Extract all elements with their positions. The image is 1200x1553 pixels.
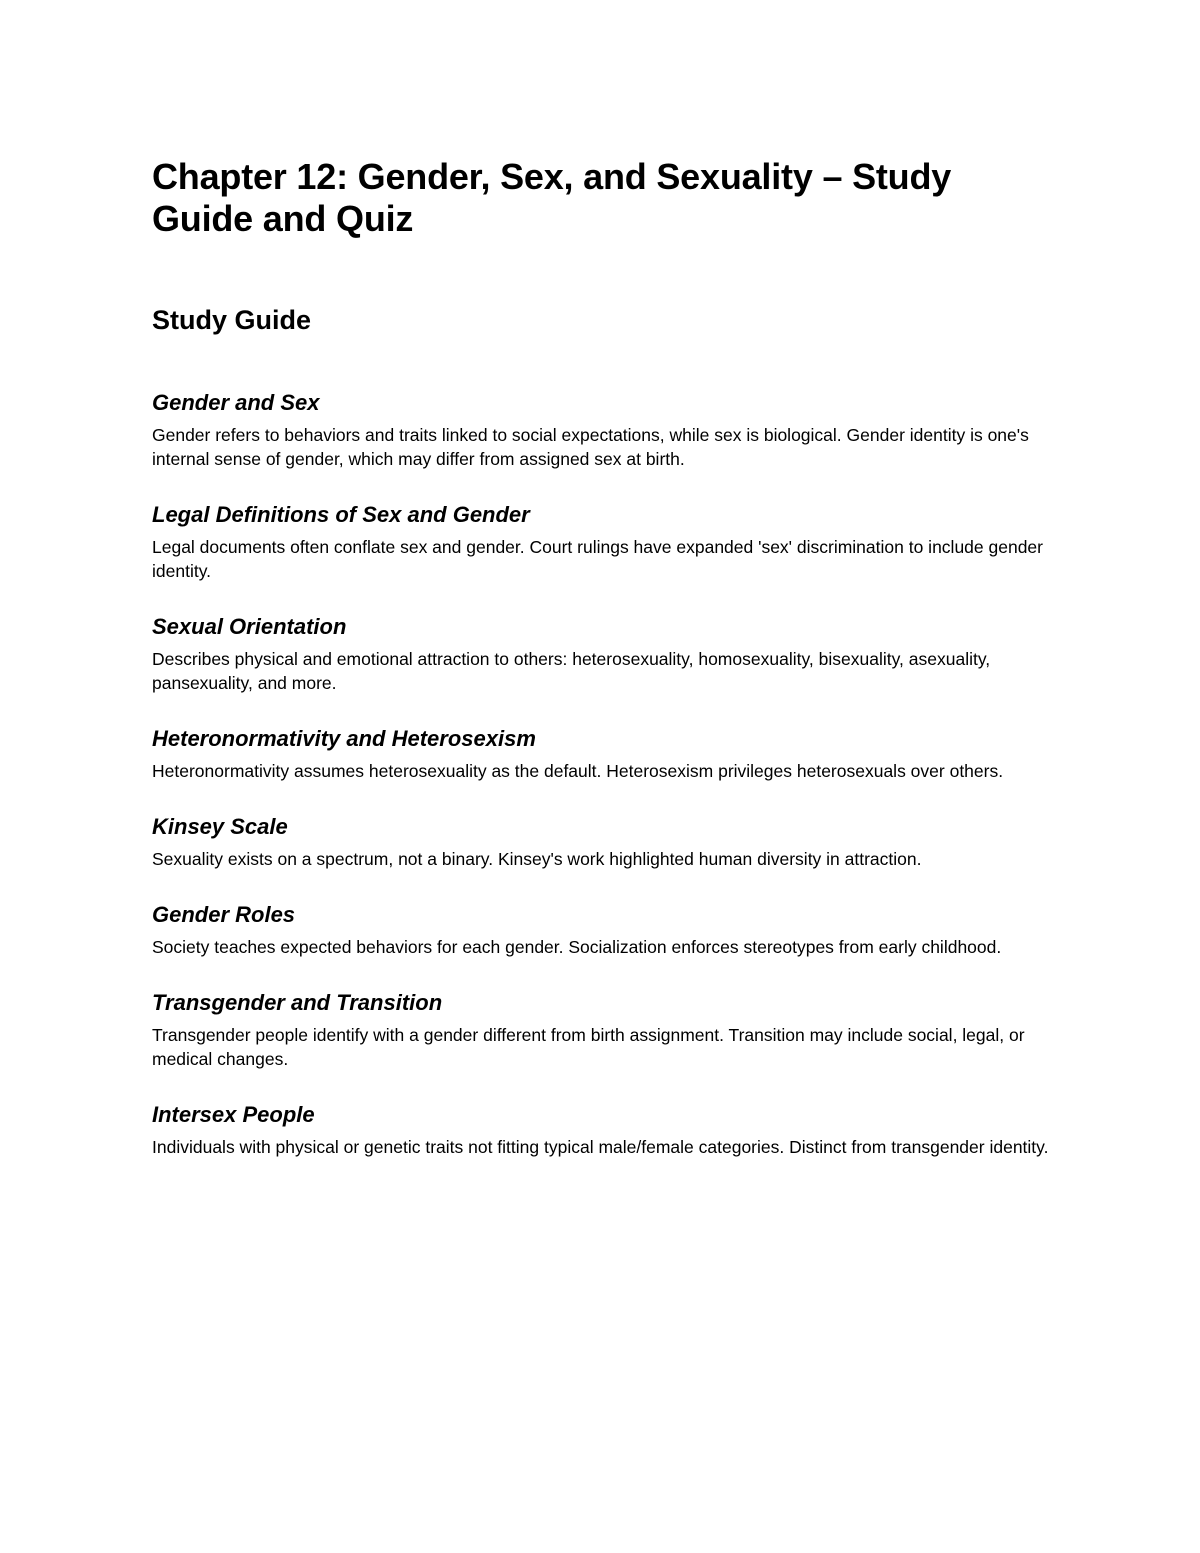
topic-body: Sexuality exists on a spectrum, not a binary. Kinsey's work highlighted human diversity in attraction.	[152, 849, 922, 869]
topic-title: Transgender and Transition	[152, 990, 443, 1015]
topic-list	[152, 390, 1050, 1159]
topic-gender-roles	[152, 902, 1050, 959]
topic-body: Legal documents often conflate sex and gender. Court rulings have expanded 'sex' discrimination to include gender identity.	[152, 537, 1043, 581]
document-title: Chapter 12: Gender, Sex, and Sexuality – Study Guide and Quiz	[152, 156, 952, 239]
topic-body: Transgender people identify with a gender different from birth assignment. Transition may include social, legal, or medical changes.	[152, 1025, 1025, 1069]
topic-gender-and-sex	[152, 390, 1050, 471]
topic-transgender-and-transition	[152, 990, 1050, 1071]
topic-body: Describes physical and emotional attraction to others: heterosexuality, homosexuality, bisexuality, asexuality, pansexuality, and more.	[152, 649, 991, 693]
topic-title: Legal Definitions of Sex and Gender	[152, 502, 530, 527]
topic-title: Gender Roles	[152, 902, 296, 927]
topic-intersex-people	[152, 1102, 1050, 1159]
topic-title: Sexual Orientation	[152, 614, 347, 639]
topic-body: Heteronormativity assumes heterosexuality as the default. Heterosexism privileges heterosexuals over others.	[152, 761, 1004, 781]
topic-kinsey-scale	[152, 814, 1050, 871]
topic-title: Gender and Sex	[152, 390, 320, 415]
section-heading-study-guide: Study Guide	[152, 305, 312, 335]
topic-body: Gender refers to behaviors and traits linked to social expectations, while sex is biological. Gender identity is one's internal sense of gender, which may differ from assigned sex at birth.	[152, 425, 1029, 469]
topic-body: Individuals with physical or genetic traits not fitting typical male/female categories. Distinct from transgender identity.	[152, 1137, 1049, 1157]
topic-body: Society teaches expected behaviors for each gender. Socialization enforces stereotypes from early childhood.	[152, 937, 1002, 957]
topic-title: Intersex People	[152, 1102, 315, 1127]
topic-heteronormativity	[152, 726, 1050, 783]
topic-legal-definitions	[152, 502, 1050, 583]
topic-title: Kinsey Scale	[152, 814, 288, 839]
topic-title: Heteronormativity and Heterosexism	[152, 726, 536, 751]
topic-sexual-orientation	[152, 614, 1050, 695]
